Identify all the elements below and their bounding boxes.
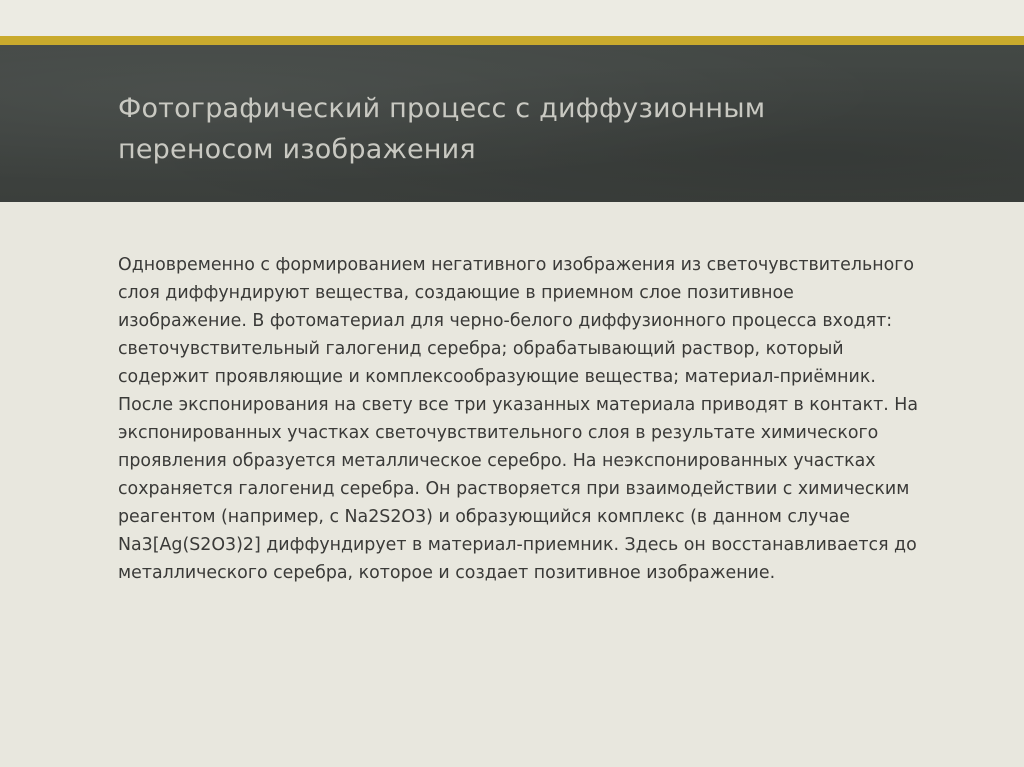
top-strip [0, 0, 1024, 36]
slide-title: Фотографический процесс с диффузионным переносом изображения [118, 93, 766, 165]
slide-body-text: Одновременно с формированием негативного изображения из светочувствительного слоя диффундируют вещества, создающие в приемном слое позитивное изображение. В фотоматериал для черно-белого диффузионного процесса входят: светочувствительный галогенид серебра; обрабатывающий раствор, который содержит проявляющие и комплексообразующие вещества; материал-приёмник. После экспонирования на свету все три указанных материала приводят в контакт. На экспонированных участках светочувствительного слоя в результате химического проявления образуется металлическое серебро. На неэкспонированных участках сохраняется галогенид серебра. Он растворяется при взаимодействии с химическим реагентом (например, с Na2S2O3) и образующийся комплекс (в данном случае Na3[Ag(S2O3)2] диффундирует в материал-приемник. Здесь он восстанавливается до металлического серебра, которое и создает позитивное изображение. [118, 255, 919, 583]
accent-bar [0, 36, 1024, 45]
